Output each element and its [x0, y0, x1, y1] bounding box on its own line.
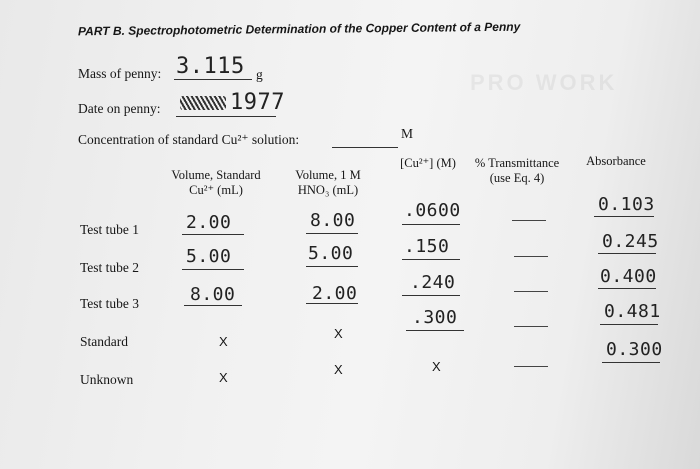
mass-label: Mass of penny: — [78, 66, 162, 81]
cell-vol-standard: X — [219, 370, 228, 385]
header-transmittance: % Transmittance (use Eq. 4) — [474, 156, 560, 185]
cell-absorbance: 0.103 — [598, 194, 655, 215]
row-label: Standard — [80, 334, 128, 349]
cell-underline — [182, 234, 244, 235]
cell-vol-hno3: 5.00 — [308, 243, 354, 264]
transmittance-blank — [514, 291, 548, 292]
cell-underline — [402, 295, 460, 296]
date-value: 1977 — [230, 90, 285, 115]
cell-underline — [602, 362, 660, 363]
row-label: Test tube 2 — [80, 260, 140, 275]
section-heading: PART B. Spectrophotometric Determination of the Copper Content of a Penny — [77, 19, 521, 39]
transmittance-blank — [512, 220, 546, 221]
mass-underline — [174, 79, 252, 80]
row-label: Test tube 3 — [80, 296, 140, 311]
header-absorbance: Absorbance — [586, 154, 646, 168]
cell-vol-standard: X — [219, 334, 228, 349]
cell-vol-standard: 8.00 — [190, 284, 236, 305]
transmittance-blank — [514, 256, 548, 257]
cell-underline — [594, 216, 654, 217]
transmittance-blank — [514, 366, 548, 367]
date-underline — [176, 116, 276, 117]
cell-underline — [184, 305, 242, 306]
transmittance-blank — [514, 326, 548, 327]
cell-absorbance: 0.400 — [600, 266, 657, 287]
crossed-out-scribble — [180, 96, 226, 110]
cell-concentration: .0600 — [404, 200, 461, 221]
concentration-label: Concentration of standard Cu²⁺ solution: — [78, 132, 300, 147]
cell-underline — [306, 233, 358, 234]
cell-absorbance: 0.481 — [604, 301, 661, 322]
cell-underline — [306, 266, 358, 267]
cell-vol-hno3: X — [334, 326, 343, 341]
concentration-unit: M — [401, 126, 414, 141]
cell-underline — [600, 324, 658, 325]
cell-underline — [406, 330, 464, 331]
cell-vol-hno3: X — [334, 362, 343, 377]
cell-underline — [598, 288, 656, 289]
cell-concentration: X — [432, 359, 441, 374]
header-concentration: [Cu²⁺] (M) — [400, 156, 456, 170]
concentration-blank — [332, 147, 398, 148]
cell-vol-hno3: 2.00 — [312, 283, 358, 304]
row-label: Test tube 1 — [80, 222, 140, 237]
cell-absorbance: 0.300 — [606, 339, 663, 360]
mass-unit: g — [256, 67, 263, 82]
background-watermark: PRO WORK — [470, 70, 618, 95]
cell-absorbance: 0.245 — [602, 231, 659, 252]
date-label: Date on penny: — [78, 101, 161, 116]
cell-underline — [402, 259, 460, 260]
cell-concentration: .240 — [410, 272, 456, 293]
header-volume-standard: Volume, Standard Cu²⁺ (mL) — [171, 168, 261, 197]
mass-value: 3.115 — [176, 54, 245, 79]
cell-underline — [306, 303, 358, 304]
cell-vol-standard: 2.00 — [186, 212, 232, 233]
cell-vol-hno3: 8.00 — [310, 210, 356, 231]
cell-underline — [182, 269, 244, 270]
row-label: Unknown — [80, 372, 134, 387]
cell-concentration: .300 — [412, 307, 458, 328]
cell-underline — [598, 253, 656, 254]
cell-underline — [402, 224, 460, 225]
header-volume-hno3: Volume, 1 M HNO₃ (mL) — [295, 168, 361, 197]
cell-vol-standard: 5.00 — [186, 246, 232, 267]
cell-concentration: .150 — [404, 236, 450, 257]
